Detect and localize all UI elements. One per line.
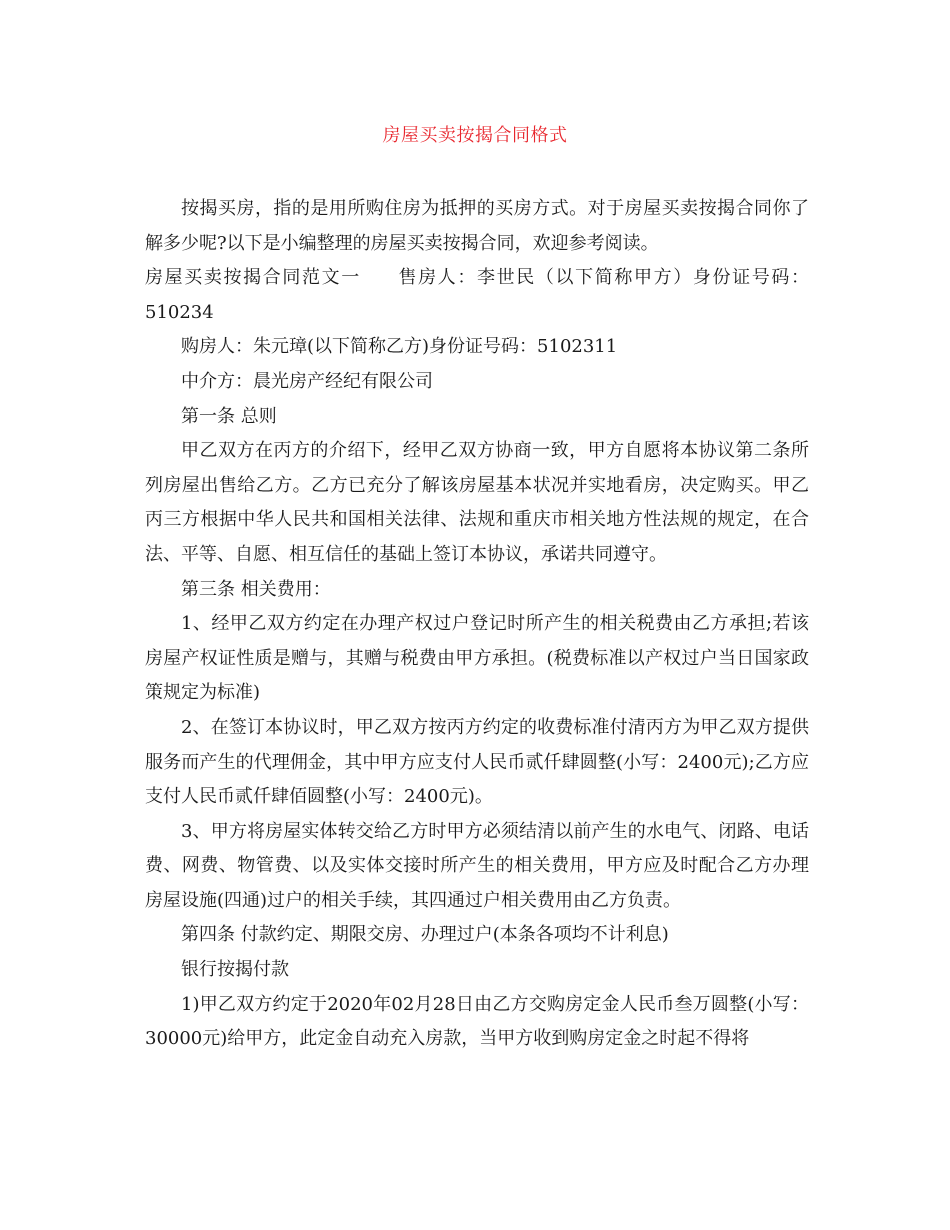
- clause-1: 1)甲乙双方约定于2020年02月28日由乙方交购房定金人民币叁万圆整(小写：30000元)给甲方，此定金自动充入房款，当甲方收到购房定金之时起不得将: [145, 993, 809, 1050]
- article-3-item-2: 2、在签订本协议时，甲乙双方按丙方约定的收费标准付清丙方为甲乙双方提供服务而产生的代理佣金，其中甲方应支付人民币贰仟肆圆整(小写：2400元);乙方应支付人民币贰仟肆佰圆整(小写：2400元)。: [145, 716, 809, 808]
- seller-line: 售房人：李世民（以下简称甲方）身份证号码：510234: [145, 267, 809, 323]
- article-3-title: 第三条 相关费用：: [181, 578, 331, 600]
- article-3-item-1: 1、经甲乙双方约定在办理产权过户登记时所产生的相关税费由乙方承担;若该房屋产权证性质是赠与，其赠与税费由甲方承担。(税费标准以产权过户当日国家政策规定为标准): [145, 613, 809, 704]
- intro-paragraph: 按揭买房，指的是用所购住房为抵押的买房方式。对于房屋买卖按揭合同你了解多少呢?以下是小编整理的房屋买卖按揭合同，欢迎参考阅读。: [145, 198, 809, 254]
- document-body: [145, 192, 809, 1057]
- buyer-line: 购房人：朱元璋(以下简称乙方)身份证号码：5102311: [181, 336, 618, 358]
- article-3-item-3: 3、甲方将房屋实体转交给乙方时甲方必须结清以前产生的水电气、闭路、电话费、网费、物管费、以及实体交接时所产生的相关费用，甲方应及时配合乙方办理房屋设施(四通)过户的相关手续，其四通过户相关费用由乙方负责。: [145, 820, 809, 911]
- document-title: 房屋买卖按揭合同格式: [382, 125, 568, 146]
- sample-heading-paragraph: [145, 261, 809, 330]
- article-1-body: 甲乙双方在丙方的介绍下，经甲乙双方协商一致，甲方自愿将本协议第二条所列房屋出售给乙方。乙方已充分了解该房屋基本状况并实地看房，决定购买。甲乙丙三方根据中华人民共和国相关法律、法规和重庆市相关地方性法规的规定，在合法、平等、自愿、相互信任的基础上签订本协议，承诺共同遵守。: [145, 440, 809, 565]
- article-1-title: 第一条 总则: [181, 405, 277, 427]
- article-4-title: 第四条 付款约定、期限交房、办理过户(本条各项均不计利息): [181, 924, 669, 946]
- sample-heading: 房屋买卖按揭合同范文一: [145, 267, 361, 289]
- agent-line: 中介方：晨光房产经纪有限公司: [181, 370, 433, 392]
- bank-mortgage-heading: 银行按揭付款: [181, 959, 289, 981]
